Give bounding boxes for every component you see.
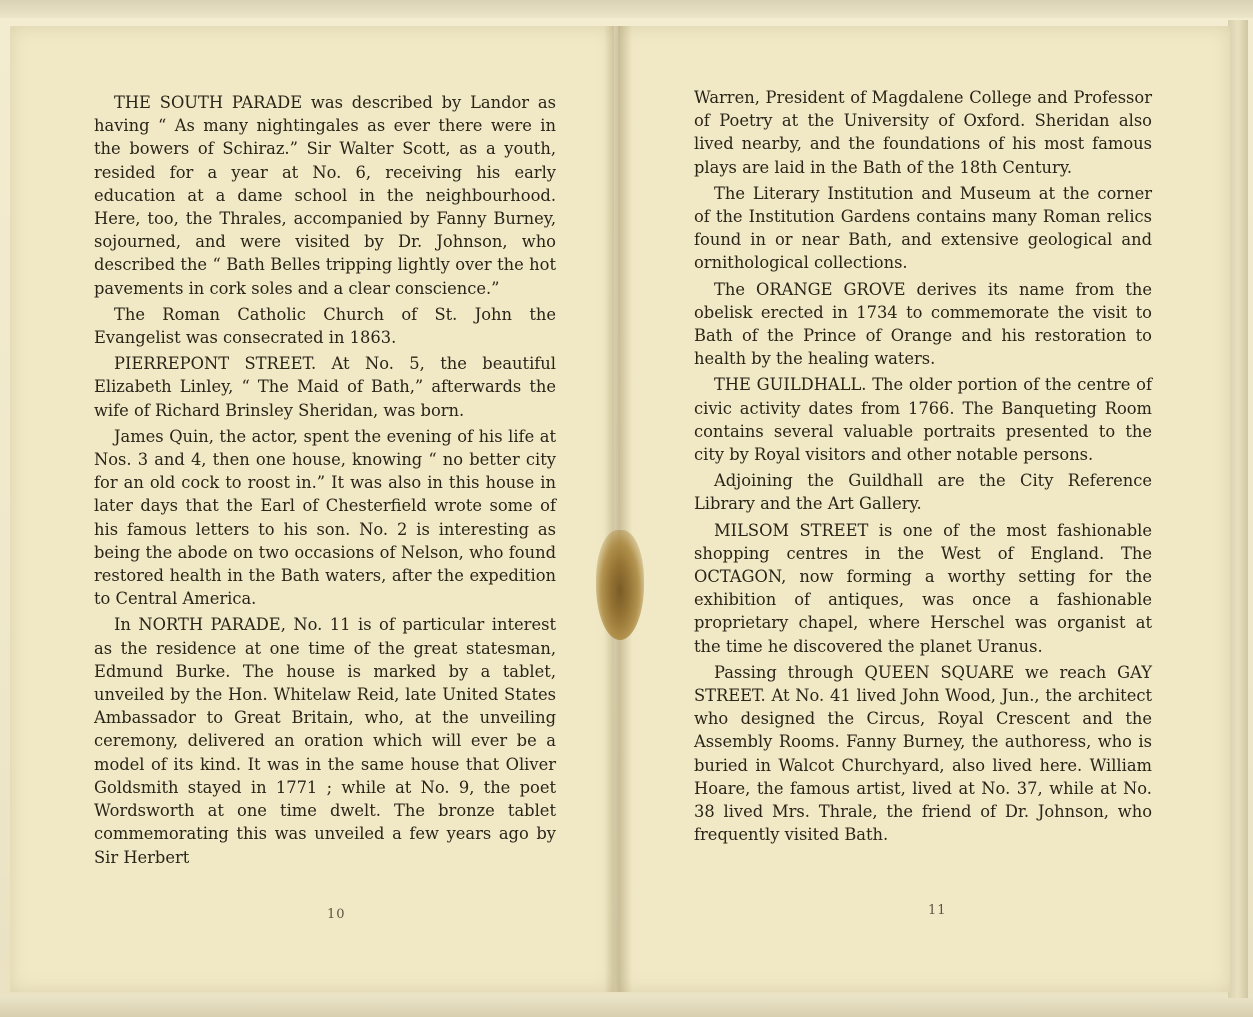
binding-stain (596, 530, 644, 640)
paragraph: PIERREPONT STREET. At No. 5, the beautiful Elizabeth Linley, “ The Maid of Bath,” afterwards the wife of Richard Brinsley Sheridan, was born. (94, 354, 556, 420)
paragraph: Passing through QUEEN SQUARE we reach GAY STREET. At No. 41 lived John Wood, Jun., the architect who designed the Circus, Royal Crescent and the Assembly Rooms. Fanny Burney, the authoress, who is buried in Walcot Churchyard, also lived here. William Hoare, the famous artist, lived at No. 37, while at No. 38 lived Mrs. Thrale, the friend of Dr. Johnson, who frequently visited Bath. (694, 662, 1152, 845)
right-page-text (694, 86, 1152, 850)
scan-bottom-edge (0, 995, 1253, 1017)
paragraph: In NORTH PARADE, No. 11 is of particular interest as the residence at one time of the great statesman, Edmund Burke. The house is marked by a tablet, unveiled by the Hon. Whitelaw Reid, late United States Ambassador to Great Britain, who, at the unveiling ceremony, delivered an oration which will ever be a model of its kind. It was in the same house that Oliver Goldsmith stayed in 1771 ; while at No. 9, the poet Wordsworth at one time dwelt. The bronze tablet commemorating this was unveiled a few years ago by Sir Herbert (94, 615, 556, 867)
paragraph: The Literary Institution and Museum at the corner of the Institution Gardens contains many Roman relics found in or near Bath, and extensive geological and ornithological collections. (694, 183, 1152, 273)
paragraph: THE GUILDHALL. The older portion of the centre of civic activity dates from 1766. The Banqueting Room contains several valuable portraits presented to the city by Royal visitors and other notable persons. (694, 375, 1152, 465)
paragraph: Adjoining the Guildhall are the City Reference Library and the Art Gallery. (694, 471, 1152, 514)
paragraph: The ORANGE GROVE derives its name from the obelisk erected in 1734 to commemorate the visit to Bath of the Prince of Orange and his restoration to health by the healing waters. (694, 279, 1152, 369)
paragraph: THE SOUTH PARADE was described by Landor as having “ As many nightingales as ever there were in the bowers of Schiraz.” Sir Walter Scott, as a youth, resided for a year at No. 6, receiving his early education at a dame school in the neighbourhood. Here, too, the Thrales, accompanied by Fanny Burney, sojourned, and were visited by Dr. Johnson, who described the “ Bath Belles tripping lightly over the hot pavements in cork soles and a clear conscience.” (94, 93, 556, 298)
paragraph: The Roman Catholic Church of St. John the Evangelist was consecrated in 1863. (94, 304, 556, 348)
page-number-left: 10 (327, 907, 346, 922)
paragraph: MILSOM STREET is one of the most fashionable shopping centres in the West of England. The OCTAGON, now forming a worthy setting for the exhibition of antiques, was once a fashionable proprietary chapel, where Herschel was organist at the time he discovered the planet Uranus. (694, 520, 1152, 656)
page-number-right: 11 (928, 903, 947, 918)
page-stack-edge (1228, 20, 1248, 998)
scan-top-edge (0, 0, 1253, 18)
paragraph: James Quin, the actor, spent the evening of his life at Nos. 3 and 4, then one house, knowing “ no better city for an old cock to roost in.” It was also in this house in later days that the Earl of Chesterfield wrote some of his famous letters to his son. No. 2 is interesting as being the abode on two occasions of Nelson, who found restored health in the Bath waters, after the expedition to Central America. (94, 426, 556, 609)
book-gutter (604, 26, 632, 992)
continued-paragraph: Warren, President of Magdalene College and Professor of Poetry at the University of Oxford. Sheridan also lived nearby, and the foundations of his most famous plays are laid in the Bath of the 18th Century. (694, 88, 1152, 177)
left-page-text (94, 91, 556, 872)
